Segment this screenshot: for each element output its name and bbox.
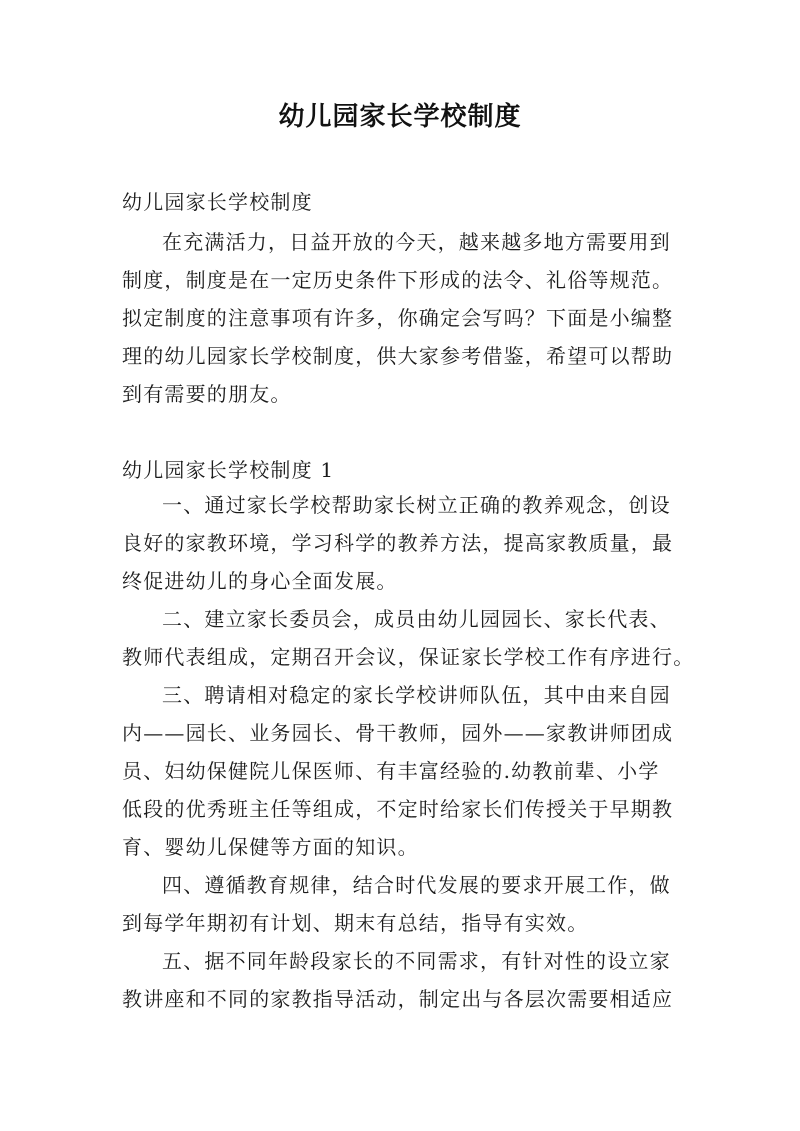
intro-line-3: 拟定制度的注意事项有许多，你确定会写吗？下面是小编整: [122, 306, 674, 330]
paragraph-4-line-2: 到每学年期初有计划、期末有总结，指导有实效。: [122, 911, 589, 935]
paragraph-1-line-2: 良好的家教环境，学习科学的教养方法，提高家教质量，最: [122, 531, 674, 555]
intro-line-4: 理的幼儿园家长学校制度，供大家参考借鉴，希望可以帮助: [122, 344, 674, 368]
intro-line-2: 制度，制度是在一定历史条件下形成的法令、礼俗等规范。: [122, 268, 674, 292]
document-title: 幼儿园家长学校制度: [278, 102, 522, 132]
paragraph-3-line-3: 员、妇幼保健院儿保医师、有丰富经验的.幼教前辈、小学: [122, 759, 660, 783]
paragraph-3-line-1: 三、聘请相对稳定的家长学校讲师队伍，其中由来自园: [162, 683, 671, 707]
paragraph-1-line-1: 一、通过家长学校帮助家长树立正确的教养观念，创设: [162, 493, 671, 517]
paragraph-1-line-3: 终促进幼儿的身心全面发展。: [122, 569, 398, 593]
paragraph-2-line-1: 二、建立家长委员会，成员由幼儿园园长、家长代表、: [162, 607, 671, 631]
intro-line-5: 到有需要的朋友。: [122, 382, 292, 406]
section-heading: 幼儿园家长学校制度 1: [122, 458, 335, 482]
paragraph-3-line-5: 育、婴幼儿保健等方面的知识。: [122, 835, 419, 859]
paragraph-5-line-1: 五、据不同年龄段家长的不同需求，有针对性的设立家: [162, 949, 671, 973]
intro-heading: 幼儿园家长学校制度: [122, 190, 313, 214]
paragraph-3-line-2: 内——园长、业务园长、骨干教师，园外——家教讲师团成: [122, 721, 674, 745]
paragraph-2-line-2: 教师代表组成，定期召开会议，保证家长学校工作有序进行。: [122, 645, 695, 669]
intro-line-1: 在充满活力，日益开放的今天，越来越多地方需要用到: [162, 230, 671, 254]
paragraph-5-line-2: 教讲座和不同的家教指导活动，制定出与各层次需要相适应: [122, 987, 674, 1011]
paragraph-4-line-1: 四、遵循教育规律，结合时代发展的要求开展工作，做: [162, 873, 671, 897]
paragraph-3-line-4: 低段的优秀班主任等组成，不定时给家长们传授关于早期教: [122, 797, 674, 821]
